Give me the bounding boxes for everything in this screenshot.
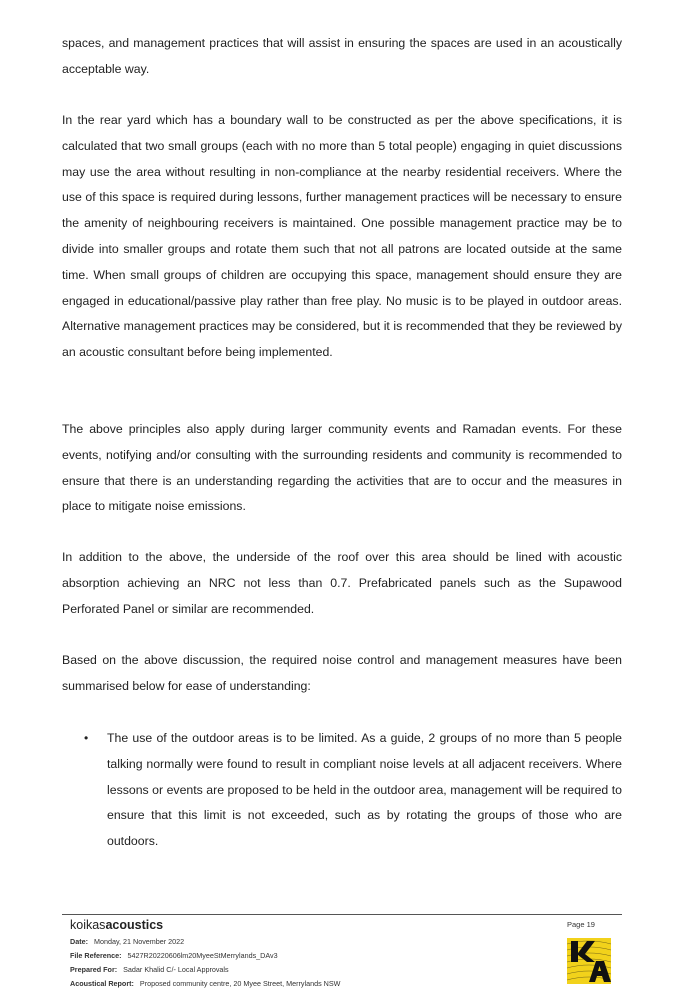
footer-date xyxy=(70,937,184,946)
list-item-text: The use of the outdoor areas is to be limited. As a guide, 2 groups of no more than 5 people talking normally were found to result in compliant noise levels at all adjacent receivers. Where lessons or events are proposed to be held in the outdoor area, management will be required to ensure that this limit is not exceeded, such as by rotating the groups of those who are outdoors. xyxy=(107,731,622,849)
wordmark-bold: acoustics xyxy=(105,918,164,932)
footer-file-reference xyxy=(70,951,278,960)
page-number: Page 19 xyxy=(567,920,595,929)
company-wordmark xyxy=(70,918,163,932)
measures-list xyxy=(62,726,622,855)
footer-report-label: Acoustical Report: xyxy=(70,979,134,988)
ka-logo-icon xyxy=(567,938,611,984)
footer-acoustical-report xyxy=(70,979,340,988)
footer-prepared-for xyxy=(70,965,229,974)
footer-date-label: Date: xyxy=(70,937,88,946)
bullet-icon: • xyxy=(84,731,89,745)
body-paragraph-4: In addition to the above, the underside of the roof over this area should be lined with acoustic absorption achieving an NRC not less than 0.7. Prefabricated panels such as the Supawood Perforated Panel or similar are recommended. xyxy=(62,550,622,616)
footer-prepared-label: Prepared For: xyxy=(70,965,118,974)
body-paragraph-1: spaces, and management practices that will assist in ensuring the spaces are used in an acoustically acceptable way. xyxy=(62,36,622,76)
footer-file-value: 5427R20220606lm20MyeeStMerrylands_DAv3 xyxy=(127,951,278,960)
footer-report-value: Proposed community centre, 20 Myee Street, Merrylands NSW xyxy=(139,979,341,988)
body-paragraph-3: The above principles also apply during larger community events and Ramadan events. For these events, notifying and/or consulting with the surrounding residents and community is recommended to ensure that there is an understanding regarding the activities that are to occur and the measures in place to mitigate noise emissions. xyxy=(62,422,622,514)
footer-divider xyxy=(62,914,622,915)
list-item xyxy=(62,726,622,855)
body-paragraph-5: Based on the above discussion, the required noise control and management measures have been summarised below for ease of understanding: xyxy=(62,653,622,693)
wordmark-light: koikas xyxy=(70,918,106,932)
footer-date-value: Monday, 21 November 2022 xyxy=(93,937,185,946)
footer-file-label: File Reference: xyxy=(70,951,122,960)
body-paragraph-2: In the rear yard which has a boundary wall to be constructed as per the above specifications, it is calculated that two small groups (each with no more than 5 total people) engaging in quiet discussions may use the area without resulting in non-compliance at the nearby residential receivers. Where the use of this space is required during lessons, further management practices will be necessary to ensure the amenity of neighbouring receivers is maintained. One possible management practice may be to divide into smaller groups and rotate them such that not all patrons are located outside at the same time. When small groups of children are occupying this space, management should ensure they are engaged in educational/passive play rather than free play. No music is to be played in outdoor areas. Alternative management practices may be considered, but it is recommended that they be reviewed by an acoustic consultant before being implemented. xyxy=(62,113,622,360)
footer-prepared-value: Sadar Khalid C/- Local Approvals xyxy=(123,965,229,974)
